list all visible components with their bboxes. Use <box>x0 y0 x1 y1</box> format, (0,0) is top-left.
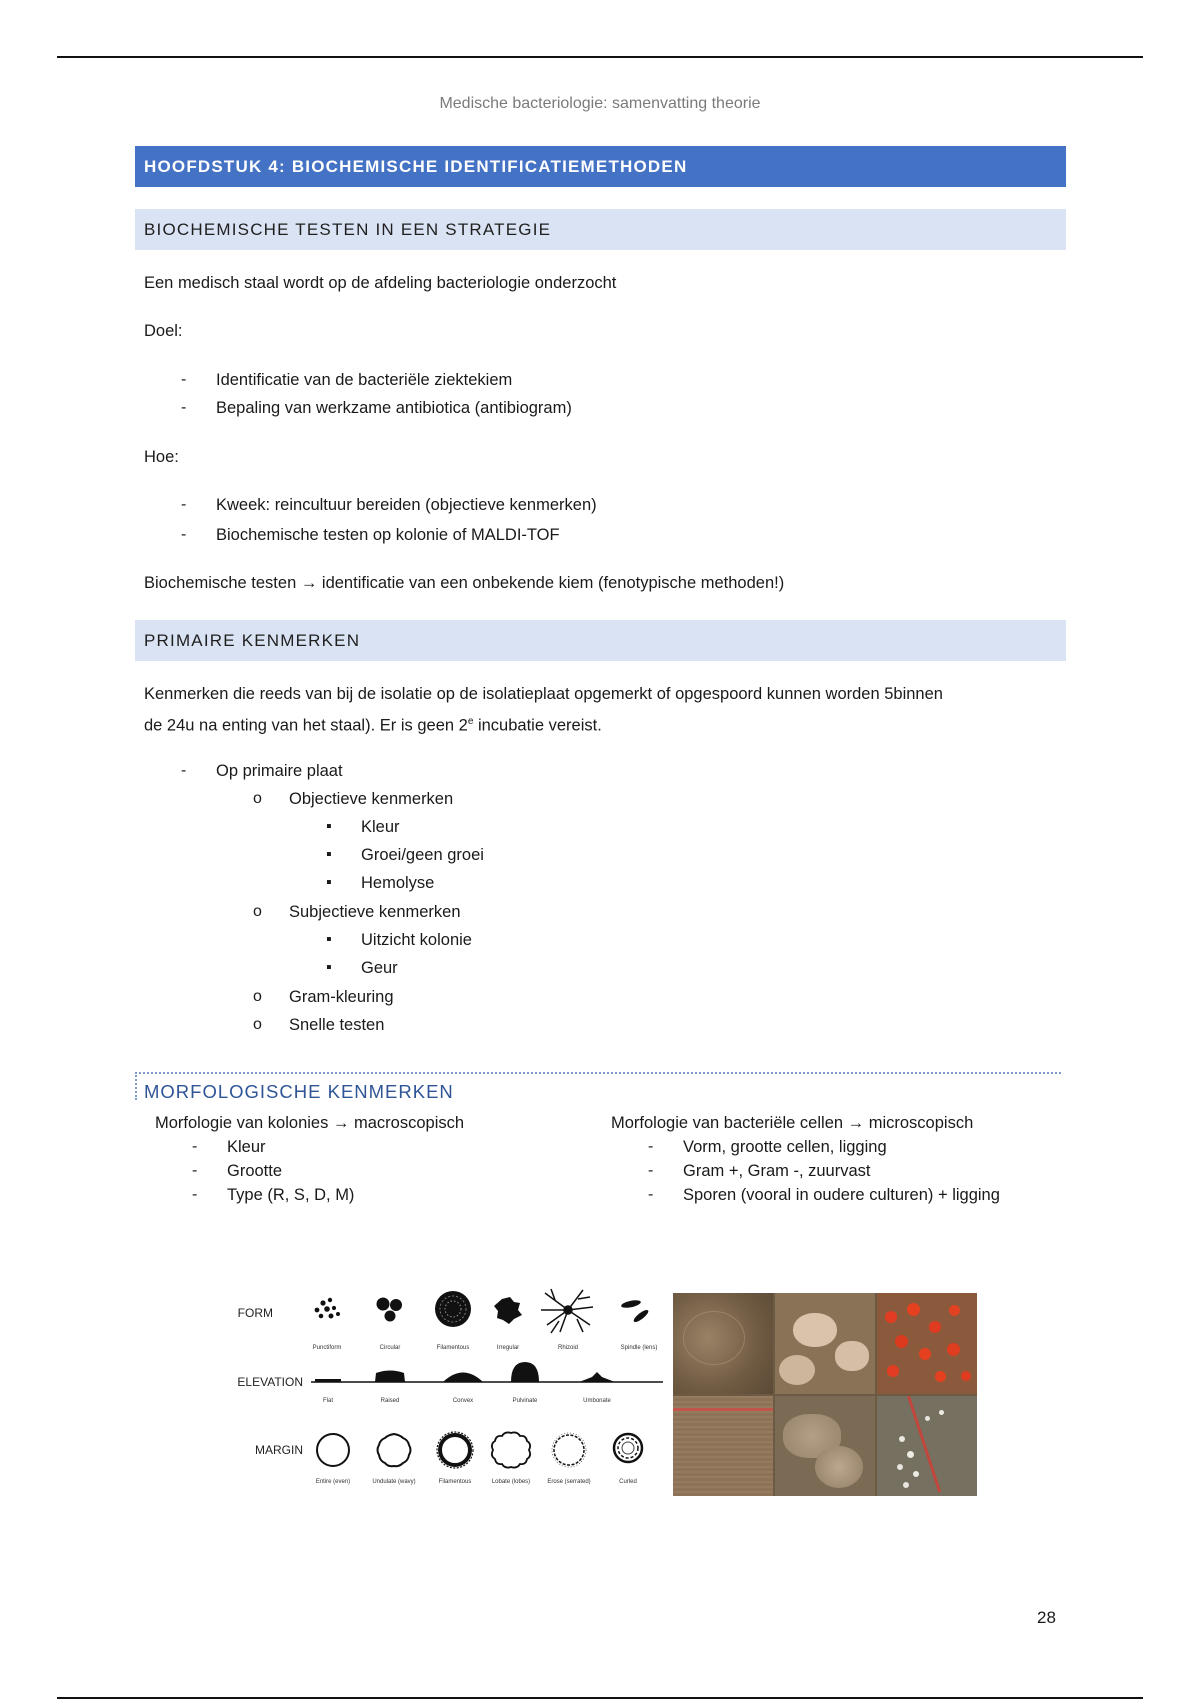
form-caption: Punctiform <box>312 1345 342 1351</box>
list-item-l2: Snelle testen <box>289 1016 385 1034</box>
square-bullet: ▪ <box>326 846 332 863</box>
list-item-l3: Geur <box>361 959 398 977</box>
convex-icon <box>443 1373 483 1383</box>
spindle-icon <box>621 1299 650 1324</box>
top-rule <box>57 56 1143 58</box>
left-item: Kleur <box>227 1138 266 1156</box>
colony-photo-3 <box>877 1293 977 1394</box>
entire-margin-icon <box>317 1434 349 1466</box>
form-captions <box>313 1345 658 1351</box>
margin-caption: Lobate (lobes) <box>491 1479 531 1485</box>
punctiform-icon <box>315 1298 340 1319</box>
square-bullet: ▪ <box>326 931 332 948</box>
circle-bullet: o <box>253 1016 262 1033</box>
dash-bullet: - <box>181 399 187 416</box>
dash-bullet: - <box>648 1138 654 1155</box>
colony-photo-4 <box>673 1396 773 1497</box>
list-item-l2: Objectieve kenmerken <box>289 790 454 808</box>
elevation-label: ELEVATION <box>237 1375 303 1389</box>
form-caption: Circular <box>379 1345 401 1351</box>
list-item-l2: Gram-kleuring <box>289 988 394 1006</box>
list-item-l2: Subjectieve kenmerken <box>289 903 461 921</box>
umbonate-icon <box>579 1372 615 1382</box>
form-caption: Rhizoid <box>557 1345 579 1351</box>
rhizoid-icon <box>541 1289 593 1333</box>
erose-margin-icon <box>552 1433 586 1467</box>
margin-caption: Undulate (wavy) <box>372 1479 416 1485</box>
dash-bullet: - <box>192 1186 198 1203</box>
form-caption: Filamentous <box>436 1345 470 1351</box>
bottom-rule <box>57 1697 1143 1699</box>
hoe-item: Biochemische testen op kolonie of MALDI-TOF <box>216 526 560 544</box>
dash-bullet: - <box>648 1162 654 1179</box>
left-column-title: Morfologie van kolonies → macroscopisch <box>155 1114 465 1132</box>
square-bullet: ▪ <box>326 959 332 976</box>
elevation-caption: Convex <box>452 1398 474 1404</box>
conclusion-text: Biochemische testen → identificatie van een onbekende kiem (fenotypische methoden!) <box>144 574 785 592</box>
list-item-l1: Op primaire plaat <box>216 762 343 780</box>
left-item: Grootte <box>227 1162 283 1180</box>
hoe-label: Hoe: <box>144 448 179 466</box>
colony-photo-5 <box>775 1396 875 1497</box>
section-heading-primaire: PRIMAIRE KENMERKEN <box>135 620 1066 661</box>
right-item: Sporen (vooral in oudere culturen) + ligging <box>683 1186 1000 1204</box>
colony-photo-2 <box>775 1293 875 1394</box>
colony-morphology-diagram <box>215 1285 670 1505</box>
section-divider-side <box>135 1072 137 1100</box>
raised-icon <box>375 1371 405 1383</box>
list-item-l3: Hemolyse <box>361 874 435 892</box>
colony-photo-6 <box>877 1396 977 1497</box>
elevation-caption: Flat <box>322 1398 334 1404</box>
dash-bullet: - <box>192 1138 198 1155</box>
right-item: Vorm, grootte cellen, ligging <box>683 1138 887 1156</box>
paragraph-line <box>144 708 1069 740</box>
colony-photo-grid <box>673 1293 977 1496</box>
circular-icon <box>377 1298 403 1322</box>
dash-bullet: - <box>192 1162 198 1179</box>
flat-icon <box>315 1379 341 1382</box>
undulate-margin-icon <box>378 1434 411 1466</box>
margin-caption: Erose (serrated) <box>547 1479 591 1485</box>
dash-bullet: - <box>181 762 187 779</box>
dash-bullet: - <box>181 526 187 543</box>
elevation-caption: Umbonate <box>583 1398 611 1404</box>
margin-caption: Entire (even) <box>315 1479 351 1485</box>
doel-item: Identificatie van de bacteriële ziektekiem <box>216 371 513 389</box>
irregular-icon <box>494 1297 522 1324</box>
elevation-captions <box>323 1398 612 1404</box>
margin-captions <box>316 1479 637 1485</box>
list-item-l3: Uitzicht kolonie <box>361 931 472 949</box>
superscript: e <box>467 716 474 727</box>
form-caption: Irregular <box>496 1345 520 1351</box>
lobate-margin-icon <box>492 1432 530 1467</box>
square-bullet: ▪ <box>326 874 332 891</box>
curled-margin-icon <box>614 1434 642 1462</box>
pulvinate-icon <box>511 1362 539 1382</box>
filamentous-margin-icon <box>437 1432 473 1468</box>
elevation-caption: Raised <box>380 1398 400 1404</box>
dash-bullet: - <box>648 1186 654 1203</box>
chapter-heading: HOOFDSTUK 4: BIOCHEMISCHE IDENTIFICATIEMETHODEN <box>135 146 1066 187</box>
colony-photo-1 <box>673 1293 773 1394</box>
circle-bullet: o <box>253 790 262 807</box>
list-item-l3: Groei/geen groei <box>361 846 484 864</box>
page-number: 28 <box>1037 1608 1056 1627</box>
margin-caption: Curled <box>619 1479 637 1485</box>
list-item-l3: Kleur <box>361 818 400 836</box>
paragraph-line: Kenmerken die reeds van bij de isolatie op de isolatieplaat opgemerkt of opgespoord kunnen worden 5binnen <box>144 685 943 703</box>
circle-bullet: o <box>253 903 262 920</box>
form-label: FORM <box>237 1306 273 1320</box>
primaire-paragraph <box>144 681 1069 740</box>
right-column-title: Morfologie van bacteriële cellen → microscopisch <box>611 1114 974 1132</box>
dash-bullet: - <box>181 371 187 388</box>
margin-label: MARGIN <box>255 1443 303 1457</box>
form-caption: Spindle (lens) <box>620 1345 658 1351</box>
paragraph-text: de 24u na enting van het staal). Er is geen 2 <box>144 716 468 735</box>
margin-caption: Filamentous <box>438 1479 472 1485</box>
doel-label: Doel: <box>144 322 183 340</box>
right-item: Gram +, Gram -, zuurvast <box>683 1162 871 1180</box>
running-header: Medische bacteriologie: samenvatting theorie <box>439 95 761 112</box>
left-item: Type (R, S, D, M) <box>227 1186 355 1204</box>
circle-bullet: o <box>253 988 262 1005</box>
hoe-item: Kweek: reincultuur bereiden (objectieve kenmerken) <box>216 496 597 514</box>
elevation-caption: Pulvinate <box>512 1398 538 1404</box>
paragraph-text: incubatie vereist. <box>473 716 602 735</box>
doel-item: Bepaling van werkzame antibiotica (antibiogram) <box>216 399 572 417</box>
section-divider <box>135 1072 1061 1074</box>
intro-text: Een medisch staal wordt op de afdeling bacteriologie onderzocht <box>144 274 617 292</box>
dash-bullet: - <box>181 496 187 513</box>
square-bullet: ▪ <box>326 818 332 835</box>
filamentous-icon <box>435 1291 471 1327</box>
section-heading-morfologie: MORFOLOGISCHE KENMERKEN <box>144 1081 454 1102</box>
section-heading-strategie: BIOCHEMISCHE TESTEN IN EEN STRATEGIE <box>135 209 1066 250</box>
